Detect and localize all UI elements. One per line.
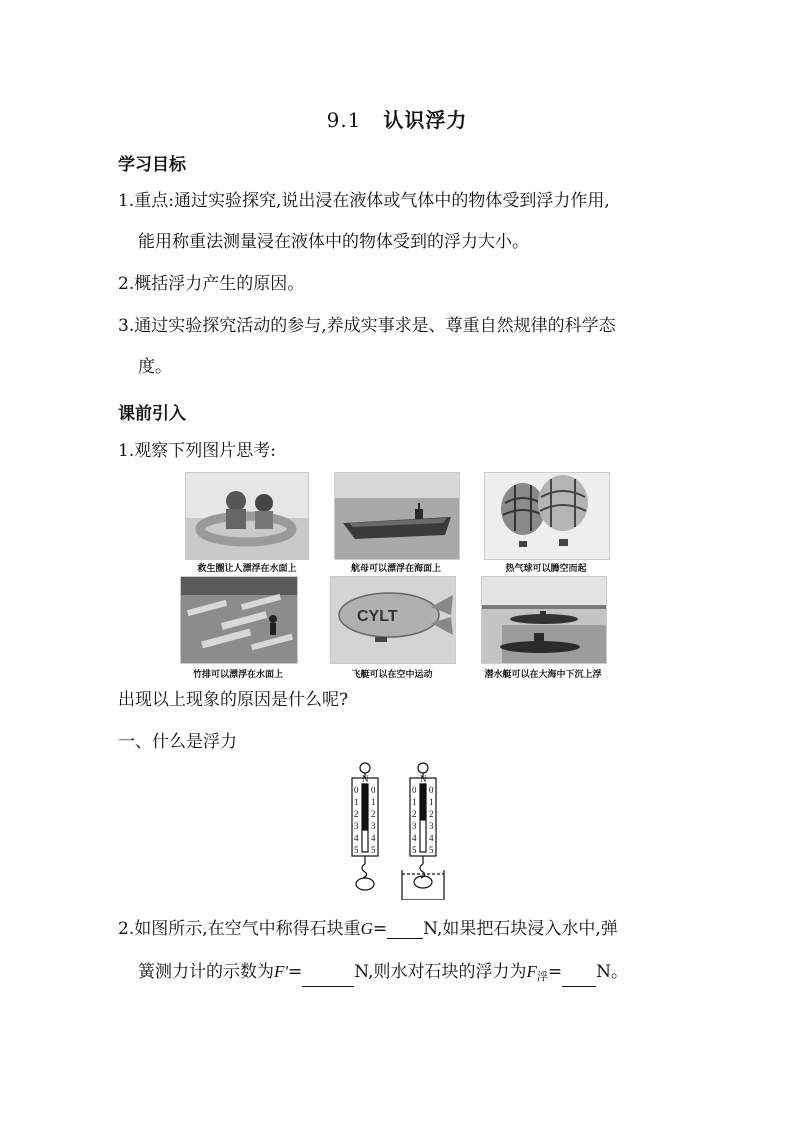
tick-left-0: 0: [354, 785, 359, 795]
q2-text-d: N,则水对石块的浮力为: [354, 962, 527, 982]
q2-eq-3: =: [547, 962, 563, 982]
tick-left-4: 4: [354, 833, 359, 843]
photo-blimp: [330, 576, 456, 664]
caption-hot-air-balloon: 热气球可以腾空而起: [505, 564, 587, 574]
q2-text-b: N,如果把石块浸入水中,弹: [423, 919, 618, 939]
tick-right-r5: 5: [429, 845, 434, 855]
photo-bamboo-rafts: [180, 576, 298, 664]
tick-left-2: 2: [354, 809, 359, 819]
tick-right-r1: 1: [429, 797, 434, 807]
tick-left-r4: 4: [371, 833, 376, 843]
caption-life-ring: 救生圈让人漂浮在水面上: [197, 564, 297, 574]
section-heading-goals: 学习目标: [118, 155, 186, 175]
question-2-line-1: [118, 919, 618, 939]
tick-left-5: 5: [354, 845, 359, 855]
photo-life-ring: [185, 472, 309, 560]
reason-question: 出现以上现象的原因是什么呢?: [118, 690, 349, 710]
section-heading-buoyancy: 一、什么是浮力: [118, 732, 237, 752]
tick-left-r0: 0: [371, 785, 376, 795]
caption-submarine: 潜水艇可以在大海中下沉上浮: [484, 670, 602, 680]
blank-reading[interactable]: [302, 970, 354, 987]
symbol-F-prime: F': [274, 962, 289, 981]
q2-eq-2: =: [288, 962, 303, 982]
aircraft-carrier-image: [335, 473, 459, 559]
q2-eq-1: =: [372, 919, 388, 939]
tick-left-r5: 5: [371, 845, 376, 855]
tick-right-r3: 3: [429, 821, 434, 831]
q2-text-e: N。: [596, 962, 628, 982]
caption-bamboo-raft: 竹排可以漂浮在水面上: [192, 670, 283, 680]
symbol-F-subscript: 浮: [536, 970, 548, 983]
caption-blimp: 飞艇可以在空中运动: [351, 670, 433, 680]
tick-left-r1: 1: [371, 797, 376, 807]
tick-left-3: 3: [354, 821, 359, 831]
q2-text-a: 2.如图所示,在空气中称得石块重: [118, 919, 361, 939]
blimp-image: [331, 577, 455, 663]
tick-left-r2: 2: [371, 809, 376, 819]
blank-weight[interactable]: [387, 922, 423, 939]
tick-right-r4: 4: [429, 833, 434, 843]
hot-air-balloon-image: [485, 473, 609, 559]
tick-right-2: 2: [412, 809, 417, 819]
tick-right-5: 5: [412, 845, 417, 855]
photo-hot-air-balloons: [484, 472, 610, 560]
spring-scales-diagram: [340, 760, 458, 900]
submarine-image: [482, 577, 606, 663]
tick-right-1: 1: [412, 797, 417, 807]
photo-aircraft-carrier: [334, 472, 460, 560]
symbol-G: G: [360, 919, 373, 938]
tick-right-3: 3: [412, 821, 417, 831]
page-title: [0, 104, 794, 133]
scale-unit-left: N: [362, 774, 369, 784]
bamboo-raft-image: [181, 577, 297, 663]
goal-1-line-2: 能用称重法测量浸在液体中的物体受到的浮力大小。: [138, 232, 529, 252]
goal-1-line-1: 1.重点:通过实验探究,说出浸在液体或气体中的物体受到浮力作用,: [118, 191, 610, 211]
tick-right-4: 4: [412, 833, 417, 843]
tick-right-r0: 0: [429, 785, 434, 795]
question-1: 1.观察下列图片思考:: [118, 441, 276, 461]
title-number: 9.1: [326, 108, 362, 132]
tick-left-r3: 3: [371, 821, 376, 831]
life-ring-image: [186, 473, 308, 559]
title-text: 认识浮力: [383, 108, 468, 132]
symbol-F: F: [526, 962, 537, 981]
blimp-logo-text: CYLT: [357, 608, 398, 625]
goal-3-line-1: 3.通过实验探究活动的参与,养成实事求是、尊重自然规律的科学态: [118, 316, 616, 336]
caption-aircraft-carrier: 航母可以漂浮在海面上: [350, 564, 441, 574]
question-2-line-2: [138, 962, 628, 987]
blank-buoyancy[interactable]: [562, 970, 596, 987]
goal-3-line-2: 度。: [138, 357, 172, 377]
scale-unit-right: N: [420, 774, 427, 784]
tick-right-r2: 2: [429, 809, 434, 819]
tick-left-1: 1: [354, 797, 359, 807]
q2-text-c: 簧测力计的示数为: [138, 962, 274, 982]
photo-submarine: [481, 576, 607, 664]
tick-right-0: 0: [412, 785, 417, 795]
section-heading-intro: 课前引入: [118, 404, 186, 424]
goal-2: 2.概括浮力产生的原因。: [118, 274, 305, 294]
